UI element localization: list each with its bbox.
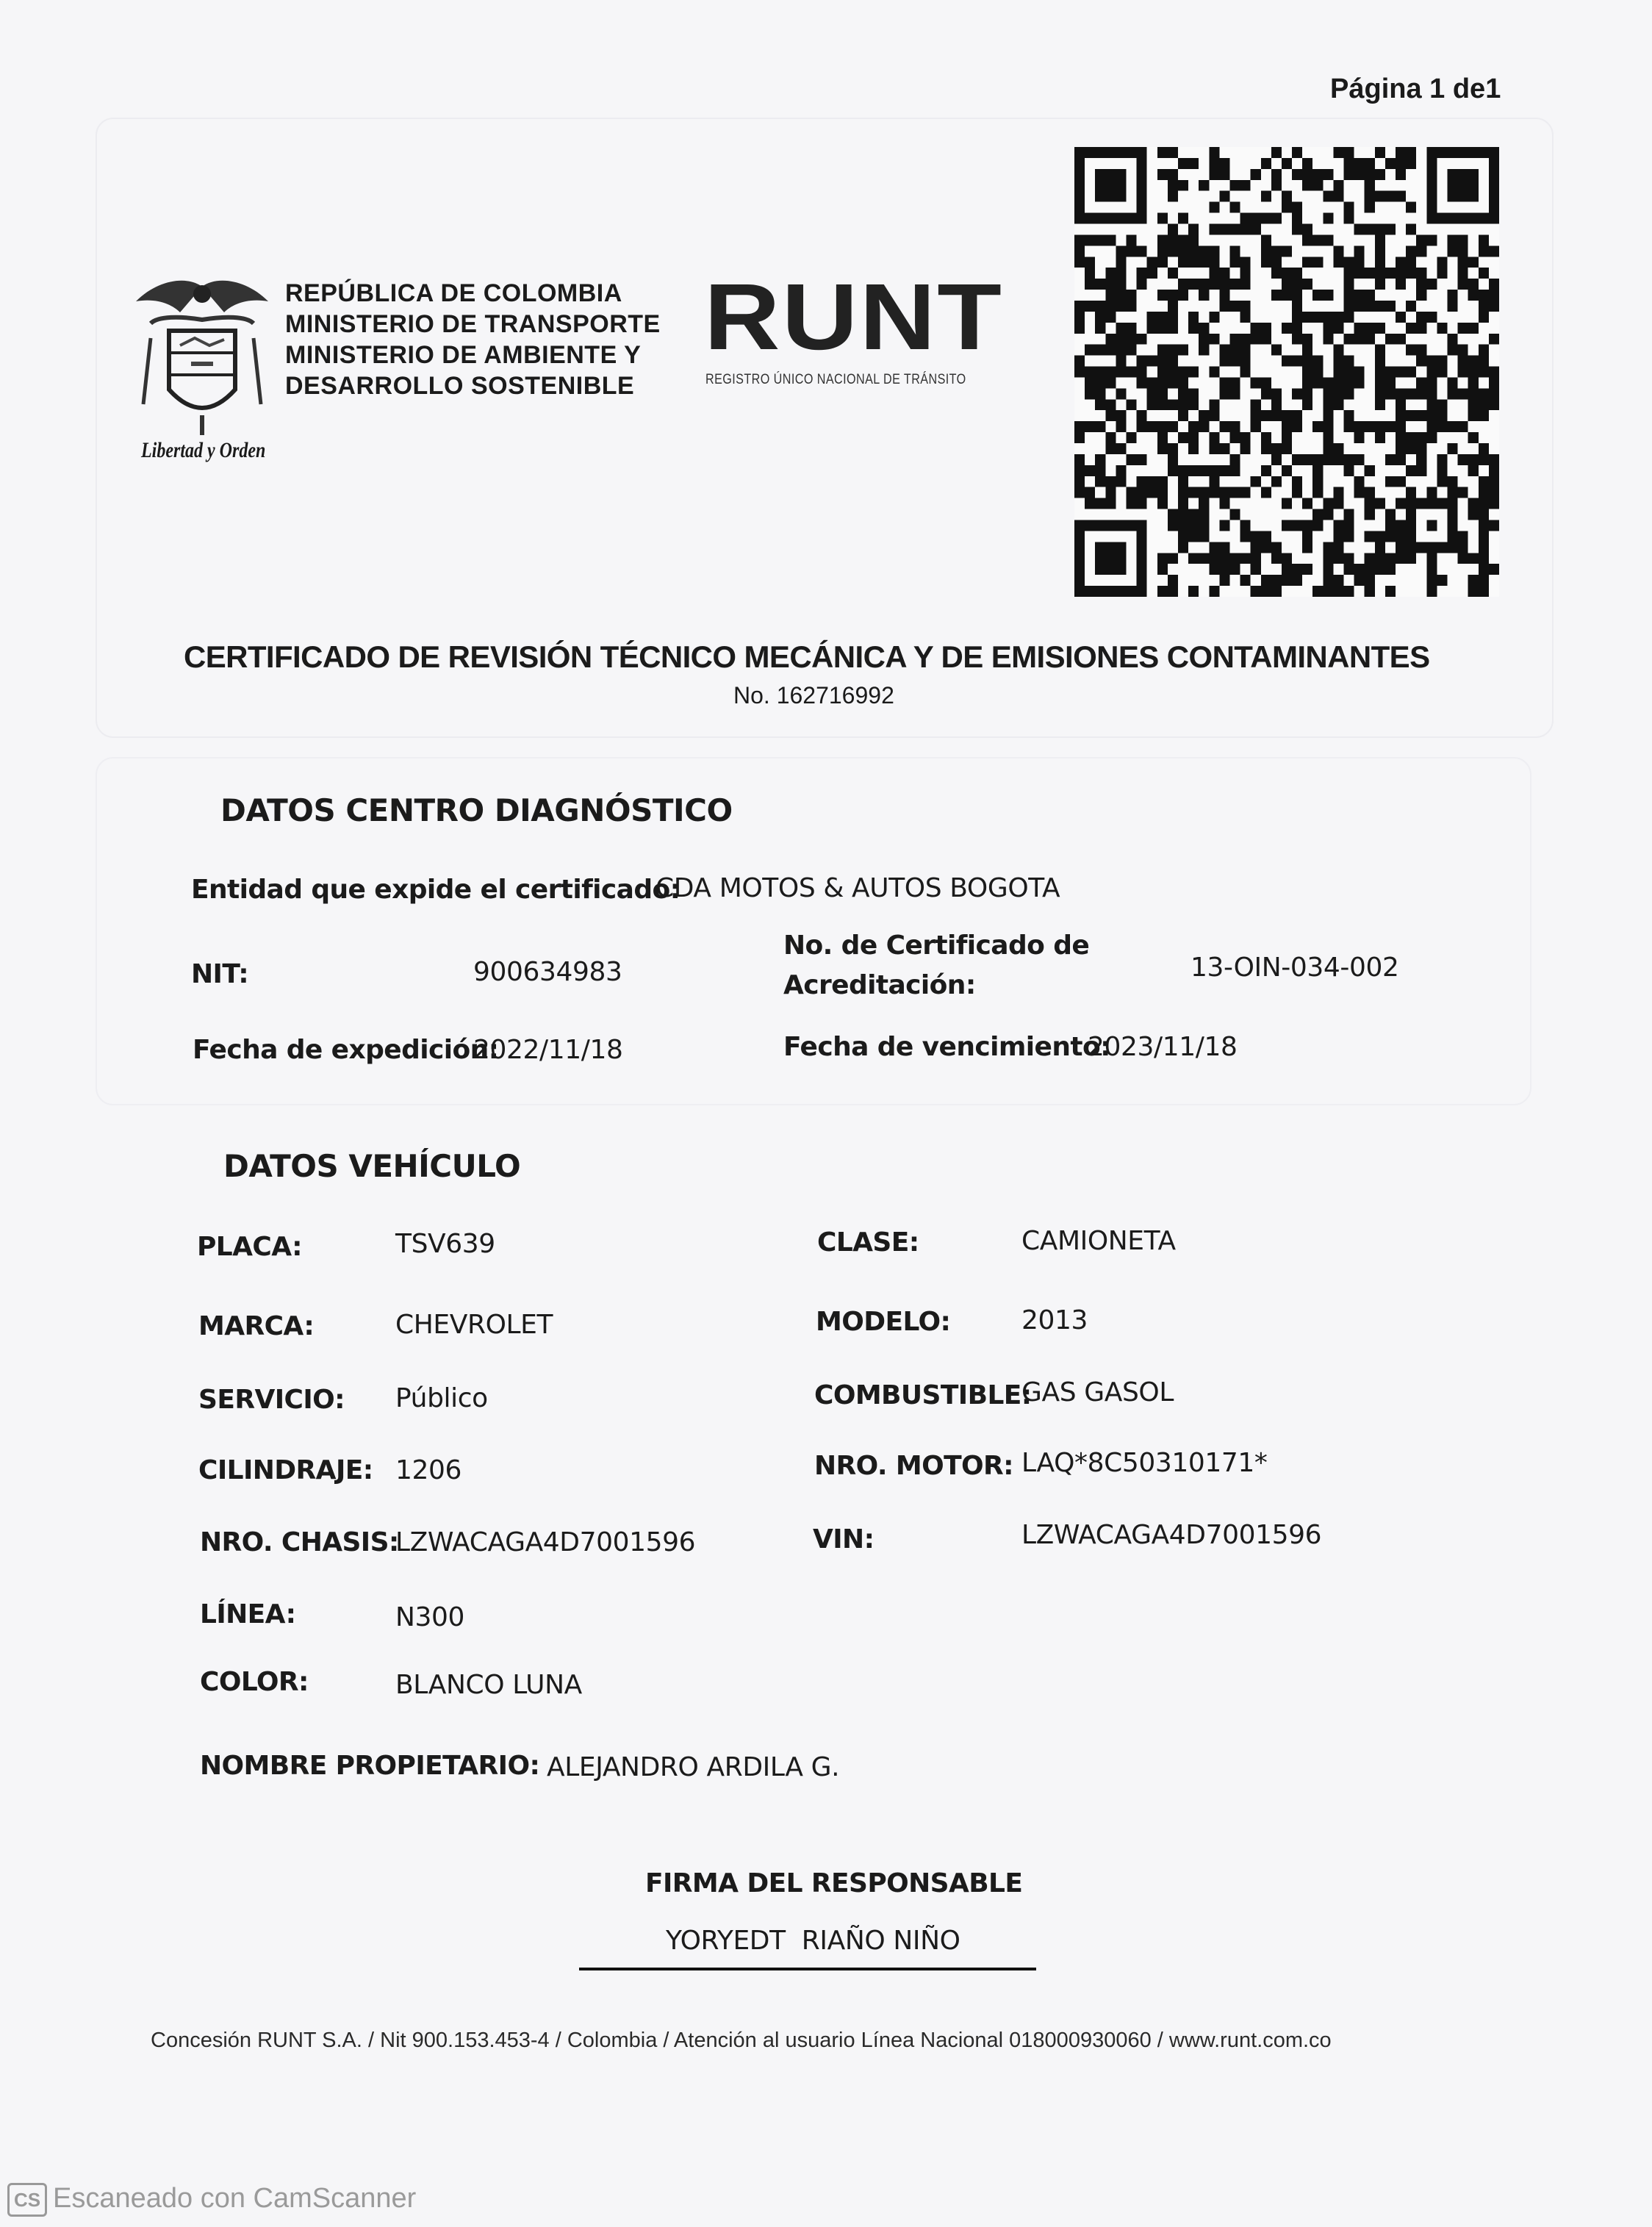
qr-code xyxy=(1074,147,1499,597)
signature-line xyxy=(579,1968,1036,1970)
certificate-title: CERTIFICADO DE REVISIÓN TÉCNICO MECÁNICA Y DE EMISIONES CONTAMINANTES xyxy=(184,639,1430,674)
combustible-value: GAS GASOL xyxy=(1021,1377,1174,1407)
cilindraje-label: CILINDRAJE: xyxy=(198,1455,373,1485)
gov-line: DESARROLLO SOSTENIBLE xyxy=(285,372,635,400)
linea-value: N300 xyxy=(395,1602,465,1632)
gov-line: MINISTERIO DE AMBIENTE Y xyxy=(285,341,642,369)
signature-name: YORYEDT RIAÑO NIÑO xyxy=(666,1926,960,1956)
modelo-value: 2013 xyxy=(1021,1305,1088,1335)
gov-line: MINISTERIO DE TRANSPORTE xyxy=(285,310,661,338)
gov-line: REPÚBLICA DE COLOMBIA xyxy=(285,279,622,307)
camscanner-logo: CS xyxy=(7,2183,47,2217)
runt-logo: RUNT xyxy=(704,265,1004,370)
accreditation-label-line2: Acreditación: xyxy=(783,970,976,1000)
cilindraje-value: 1206 xyxy=(395,1455,462,1485)
footer-text: Concesión RUNT S.A. / Nit 900.153.453-4 / Colombia / Atención al usuario Línea Nacional 018000930060 / www.runt.com.co xyxy=(151,2029,1332,2052)
modelo-label: MODELO: xyxy=(816,1307,951,1337)
issue-date-label: Fecha de expedición: xyxy=(193,1035,499,1065)
chasis-value: LZWACAGA4D7001596 xyxy=(395,1527,696,1557)
owner-label: NOMBRE PROPIETARIO: xyxy=(200,1751,540,1781)
nit-label: NIT: xyxy=(191,959,249,989)
nit-value: 900634983 xyxy=(473,957,622,987)
camscanner-watermark: Escaneado con CamScanner xyxy=(53,2183,417,2214)
certificate-number: No. 162716992 xyxy=(733,682,894,709)
marca-value: CHEVROLET xyxy=(395,1310,553,1340)
emblem-motto: Libertad y Orden xyxy=(141,438,266,462)
chasis-label: NRO. CHASIS: xyxy=(200,1527,399,1557)
owner-value: ALEJANDRO ARDILA G. xyxy=(547,1752,840,1782)
servicio-value: Público xyxy=(395,1383,488,1413)
linea-label: LÍNEA: xyxy=(200,1599,296,1629)
combustible-label: COMBUSTIBLE: xyxy=(814,1380,1032,1410)
entity-value: CDA MOTOS & AUTOS BOGOTA xyxy=(656,873,1060,903)
marca-label: MARCA: xyxy=(198,1311,315,1341)
clase-value: CAMIONETA xyxy=(1021,1226,1176,1256)
entity-label: Entidad que expide el certificado: xyxy=(191,875,680,905)
placa-label: PLACA: xyxy=(197,1232,302,1262)
expiry-date-value: 2023/11/18 xyxy=(1088,1032,1238,1062)
accreditation-label-line1: No. de Certificado de xyxy=(783,930,1090,961)
color-value: BLANCO LUNA xyxy=(395,1670,582,1700)
coat-of-arms-icon xyxy=(129,272,276,448)
servicio-label: SERVICIO: xyxy=(198,1385,345,1415)
expiry-date-label: Fecha de vencimiento: xyxy=(783,1032,1110,1062)
government-heading xyxy=(285,278,661,401)
signature-title: FIRMA DEL RESPONSABLE xyxy=(645,1868,1023,1898)
section-title-diagnostic: DATOS CENTRO DIAGNÓSTICO xyxy=(220,792,733,828)
issue-date-value: 2022/11/18 xyxy=(473,1035,623,1065)
clase-label: CLASE: xyxy=(817,1227,919,1258)
placa-value: TSV639 xyxy=(395,1229,495,1259)
vin-label: VIN: xyxy=(813,1524,875,1554)
accreditation-value: 13-OIN-034-002 xyxy=(1190,953,1399,983)
motor-value: LAQ*8C50310171* xyxy=(1021,1448,1268,1478)
vin-value: LZWACAGA4D7001596 xyxy=(1021,1520,1322,1550)
section-title-vehicle: DATOS VEHÍCULO xyxy=(223,1148,521,1184)
color-label: COLOR: xyxy=(200,1667,309,1697)
motor-label: NRO. MOTOR: xyxy=(814,1451,1013,1481)
page-number: Página 1 de1 xyxy=(1330,73,1501,104)
runt-subtitle: REGISTRO ÚNICO NACIONAL DE TRÁNSITO xyxy=(705,372,966,387)
